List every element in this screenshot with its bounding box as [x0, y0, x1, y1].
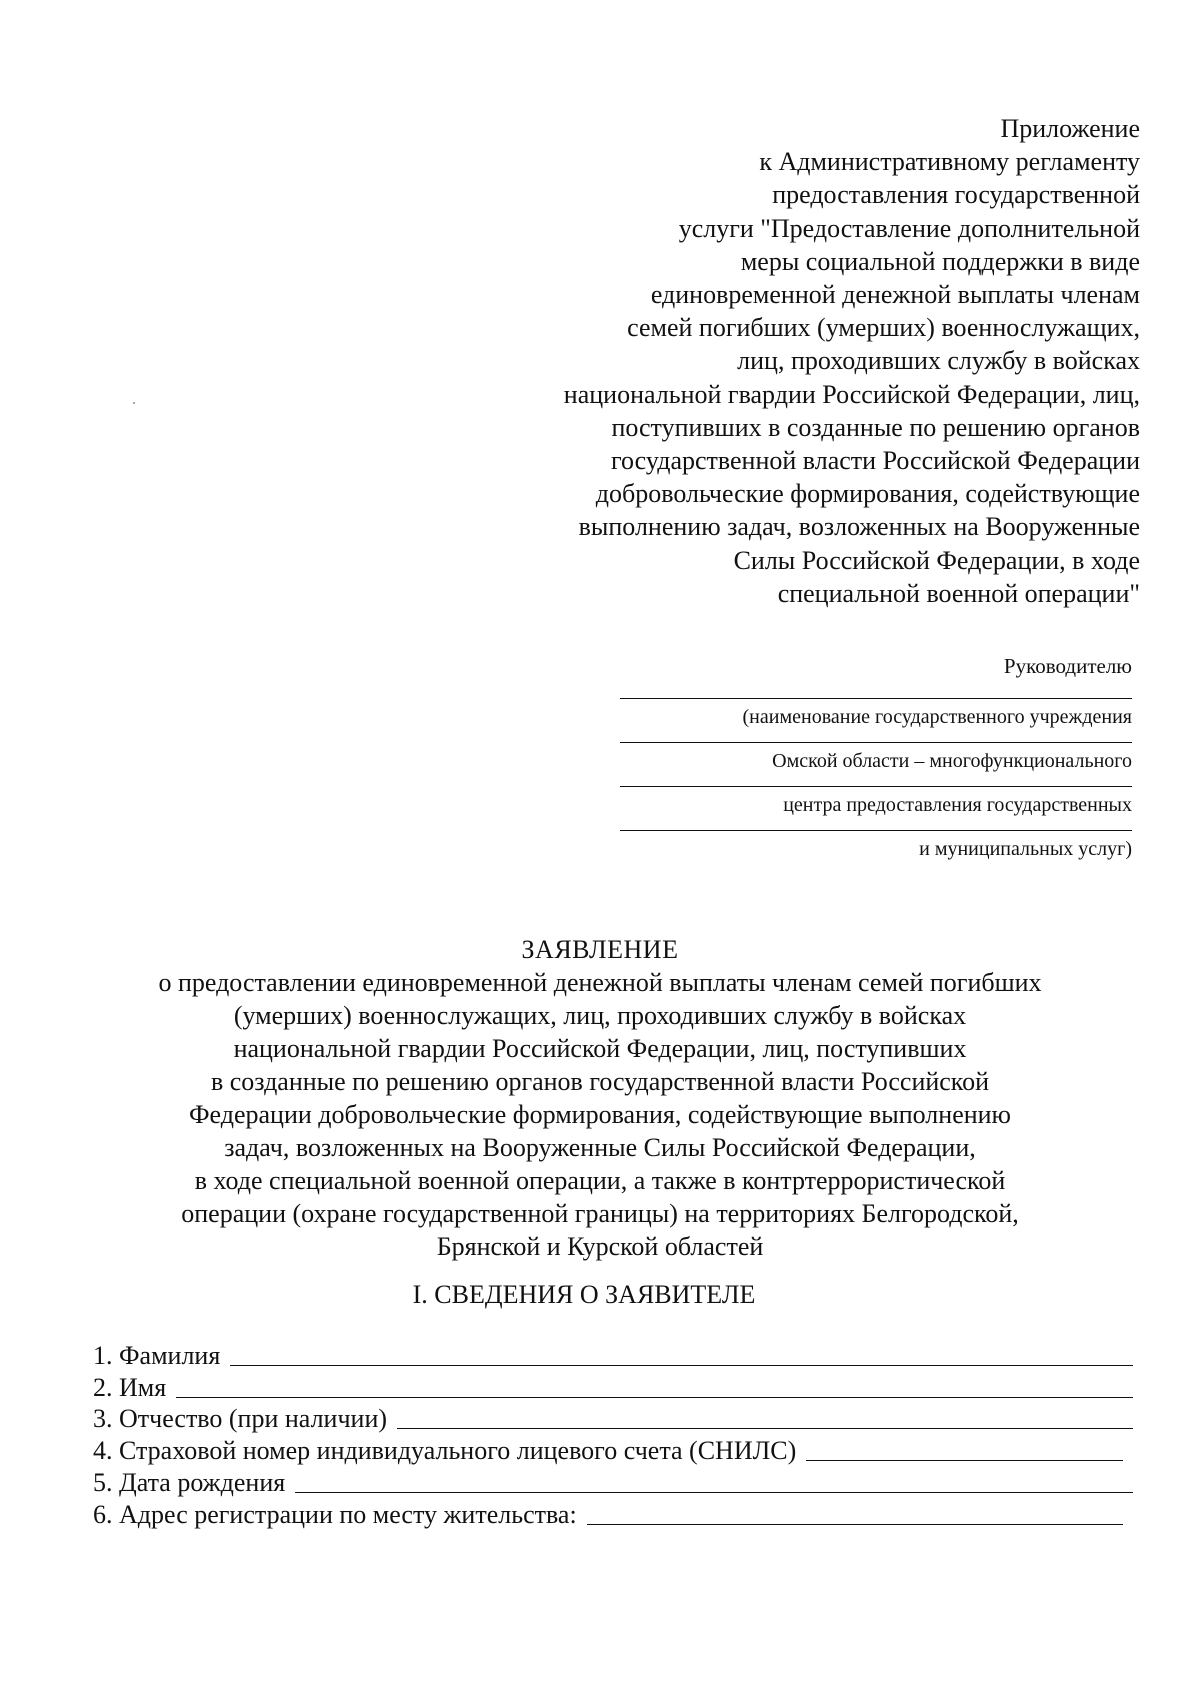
recipient-hint: (наименование государственного учреждения	[742, 706, 1132, 728]
recipient-row	[620, 786, 1132, 818]
appendix-line: выполнению задач, возложенных на Вооруженные	[578, 512, 1140, 542]
section-heading: I. СВЕДЕНИЯ О ЗАЯВИТЕЛЕ	[412, 1280, 756, 1309]
field-surname	[93, 1339, 1133, 1371]
statement-line: в ходе специальной военной операции, а также в контртеррористической	[194, 1166, 1006, 1195]
field-patronymic	[93, 1403, 1133, 1435]
statement-line: задач, возложенных на Вооруженные Силы Российской Федерации,	[224, 1133, 976, 1162]
appendix-line: поступивших в созданные по решению органов	[611, 412, 1140, 442]
recipient-block	[620, 652, 1132, 862]
recipient-row	[620, 830, 1132, 862]
recipient-hint: и муниципальных услуг)	[919, 838, 1132, 860]
appendix-line: национальной гвардии Российской Федерации, лиц,	[563, 379, 1140, 409]
appendix-line: Силы Российской Федерации, в ходе	[733, 545, 1140, 575]
appendix-line: услуги "Предоставление дополнительной	[678, 213, 1140, 243]
field-first-name	[93, 1371, 1133, 1403]
snils-input-line[interactable]	[806, 1460, 1123, 1461]
statement-line: операции (охране государственной границы) на территориях Белгородской,	[181, 1199, 1019, 1228]
appendix-line: меры социальной поддержки в виде	[740, 246, 1140, 276]
appendix-line: единовременной денежной выплаты членам	[650, 280, 1140, 310]
surname-input-line[interactable]	[230, 1365, 1133, 1366]
statement-line: Брянской и Курской областей	[436, 1232, 764, 1261]
statement-line: в созданные по решению органов государственной власти Российской	[210, 1067, 990, 1096]
scan-speck	[133, 402, 135, 404]
first-name-input-line[interactable]	[176, 1397, 1133, 1398]
field-label: 2. Имя	[93, 1372, 167, 1402]
statement-title	[0, 933, 1200, 1263]
appendix-line: к Административному регламенту	[759, 147, 1140, 177]
field-label: 4. Страховой номер индивидуального лицевого счета (СНИЛС)	[93, 1436, 797, 1466]
address-input-line[interactable]	[587, 1524, 1123, 1525]
field-snils	[93, 1434, 1133, 1466]
field-birth-date	[93, 1466, 1133, 1498]
field-registration-address	[93, 1498, 1133, 1530]
field-label: 1. Фамилия	[93, 1340, 221, 1370]
field-label: 3. Отчество (при наличии)	[93, 1404, 388, 1434]
field-label: 5. Дата рождения	[93, 1467, 286, 1497]
appendix-header	[420, 112, 1140, 610]
appendix-line: специальной военной операции"	[777, 578, 1140, 608]
applicant-fields	[93, 1339, 1133, 1530]
appendix-line: семей погибших (умерших) военнослужащих,	[627, 313, 1140, 343]
recipient-hint: Омской области – многофункционального	[772, 750, 1132, 772]
statement-line: о предоставлении единовременной денежной выплаты членам семей погибших	[158, 968, 1042, 997]
recipient-title: Руководителю	[1003, 654, 1132, 678]
statement-line: (умерших) военнослужащих, лиц, проходивших службу в войсках	[233, 1001, 967, 1030]
birth-date-input-line[interactable]	[295, 1492, 1133, 1493]
statement-heading: ЗАЯВЛЕНИЕ	[521, 935, 679, 964]
field-label: 6. Адрес регистрации по месту жительства:	[93, 1499, 577, 1529]
appendix-line: добровольческие формирования, содействующие	[595, 479, 1140, 509]
appendix-line: лиц, проходивших службу в войсках	[737, 346, 1140, 376]
appendix-line: государственной власти Российской Федерации	[611, 446, 1140, 476]
patronymic-input-line[interactable]	[397, 1428, 1133, 1429]
recipient-hint: центра предоставления государственных	[783, 794, 1132, 816]
recipient-row	[620, 742, 1132, 774]
statement-line: национальной гвардии Российской Федерации, лиц, поступивших	[233, 1034, 967, 1063]
statement-line: Федерации добровольческие формирования, содействующие выполнению	[189, 1100, 1011, 1129]
recipient-row	[620, 698, 1132, 730]
appendix-line: предоставления государственной	[772, 180, 1140, 210]
appendix-line: Приложение	[1000, 114, 1140, 143]
